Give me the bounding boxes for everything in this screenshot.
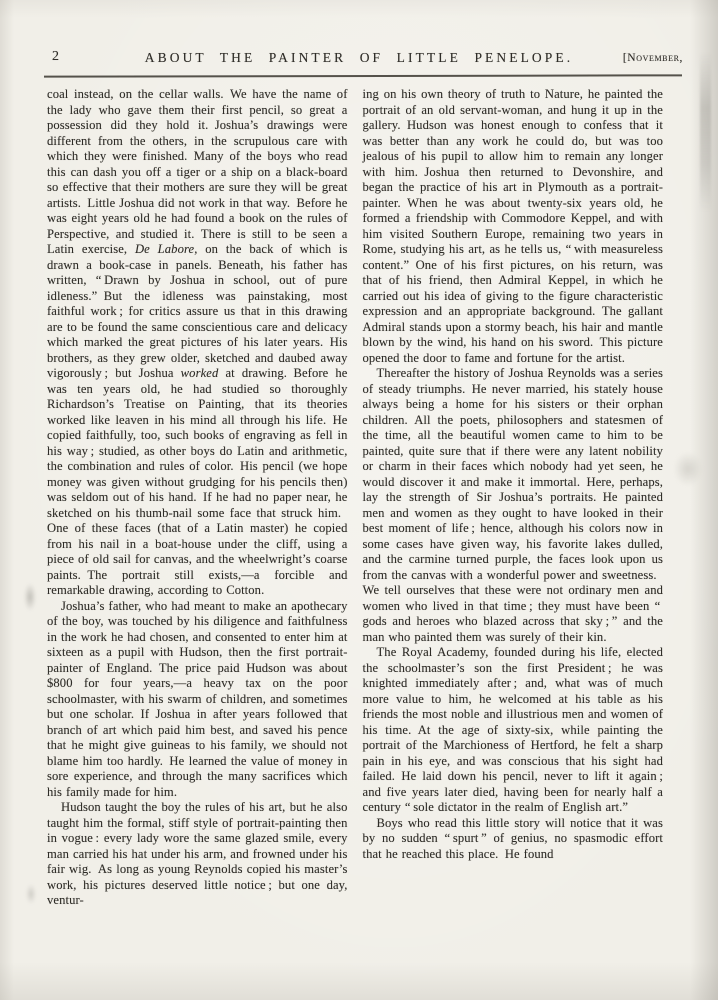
- right-column: [363, 87, 664, 909]
- text-run: Hudson taught the boy the rules of his art, but he also taught him the formal, stiff style of portrait-painting then in vogue : every lady wore the same glazed smile, every man carried his hat under his arm, and frowned under his fair wig. As long as young Reynolds copied his master’s work, his pictures deserved little notice ; but one day, ventur-: [47, 800, 348, 907]
- scan-streak: [700, 52, 711, 212]
- text-run: ing on his own theory of truth to Nature, he painted the portrait of an old servant-woman, and hung it up in the gallery. Hudson was honest enough to confess that it was better than any work he could do, but was too jealous of his pupil to allow him to remain any longer with him. Joshua then returned to Devonshire, and began the practice of his art in Plymouth as a portrait-painter. When he was about twenty-six years old, he formed a friendship with Commodore Keppel, and with him visited Southern Europe, remaining two years in Rome, studying his art, as he tells us, “ with measureless content.” One of his first pictures, on his return, was that of his friend, then Admiral Keppel, in which he carried out his idea of giving to the figure characteristic expression and an appropriate background. The gallant Admiral stands upon a stormy beach, his hair and mantle blown by the wind, his hand on his sword. This picture opened the door to fame and fortune for the artist.: [362, 87, 663, 365]
- text-run: Boys who read this little story will notice that it was by no sudden “ spurt ” of genius, no spasmodic effort that he reached this place. He found: [362, 815, 663, 861]
- paragraph: [363, 645, 664, 816]
- scan-smudge: [26, 884, 36, 904]
- paragraph: [47, 599, 348, 801]
- scan-smudge: [24, 583, 36, 611]
- header-divider-rule: [44, 74, 682, 77]
- scan-mottle: [674, 452, 702, 486]
- paragraph: [47, 87, 348, 599]
- left-column: [47, 87, 348, 909]
- issue-date-label: [November,: [622, 52, 683, 64]
- text-run: , on the back of which is drawn a book-case in panels. Beneath, his father has written, “ Drawn by Joshua in school, out of pure idleness.” But the idleness was painstaking, most faithful work ; for critics assure us that in this drawing are to be found the same conscientious care and delicacy which marked the great pictures of his later years. His brothers, as they grew older, sketched and daubed away vigorously ; but Joshua: [47, 242, 348, 380]
- italic-text-run: worked: [180, 366, 219, 380]
- page-number: 2: [52, 49, 59, 64]
- italic-text-run: De Labore: [134, 242, 195, 256]
- text-run: The Royal Academy, founded during his life, elected the schoolmaster’s son the first President ; he was knighted immediately after ; and, what was of much more value to him, he welcomed at his table as his friends the most noble and illustrious men and women of his time. At the age of sixty-six, while painting the portrait of the Marchioness of Hertford, he felt a sharp pain in his eye, and was conscious that his sight had failed. He laid down his pencil, never to lift it again ; and five years later died, having been for nearly half a century “ sole dictator in the realm of English art.”: [362, 645, 663, 814]
- article-body: [47, 87, 663, 909]
- text-run: Thereafter the history of Joshua Reynolds was a series of steady triumphs. He never married, his stately house always being a home for his sisters or their orphan children. All the poets, philosophers and statesmen of the time, all the beautiful women came to him to be painted, quite sure that if there were any latent nobility or charm in their faces which nobody had yet seen, he would discover it and make it immortal. Here, perhaps, lay the strength of Sir Joshua’s portraits. He painted men and women as they ought to have looked in their best moment of life ; hence, although his colors now in some cases have given way, his favorite lakes dulled, and the carmine turned purple, the faces look upon us from the canvas with a wonderful power and sweetness. We tell ourselves that these were not ordinary men and women who lived in that time ; they must have been “ gods and heroes who blazed across that sky ; ” and the man who painted them was surely of their kin.: [362, 366, 663, 644]
- running-title: ABOUT THE PAINTER OF LITTLE PENELOPE.: [144, 50, 574, 65]
- text-run: coal instead, on the cellar walls. We have the name of the lady who gave them their first pencil, so great a possession did they hold it. Joshua’s drawings were different from the others, in the scrupulous care with which they were finished. Many of the boys who read this can dash you off a tiger or a ship on a black-board so effective that their mothers are sure they will be great artists. Little Joshua did not work in that way. Before he was eight years old he had found a book on the rules of Perspective, and studied it. There is still to be seen a Latin exercise,: [47, 87, 348, 256]
- text-run: at drawing. Before he was ten years old, he had studied so thoroughly Richardson’s Treatise on Painting, that its theories worked like leaven in his mind all through his life. He copied faithfully, too, such books of engraving as fell in his way ; studied, as other boys do Latin and arithmetic, the combination and rules of color. His pencil (we hope money was given without grudging for his pencils then) was seldom out of his hand. If he had no paper near, he sketched on his thumb-nail some face that struck him. One of these faces (that of a Latin master) he copied from his nail in a boat-house under the cliff, using a piece of old sail for canvas, and the wheelwright’s coarse paints. The portrait still exists,—a forcible and remarkable drawing, according to Cotton.: [47, 366, 348, 597]
- paragraph: [363, 816, 664, 863]
- paragraph: [363, 87, 664, 366]
- paragraph: [363, 366, 664, 645]
- paragraph: [47, 800, 348, 909]
- text-run: Joshua’s father, who had meant to make an apothecary of the boy, was touched by his diligence and faithfulness in the work he had chosen, and consented to enter him at sixteen as a pupil with Hudson, then the first portrait-painter of England. The price paid Hudson was about $800 for four years,—a heavy tax on the poor schoolmaster, with his swarm of children, and sometimes but one scholar. If Joshua in after years followed that branch of art which paid him best, and saved his pence that he might give guineas to his family, we should not blame him too hardly. He learned the value of money in sore experience, and through the many sacrifices which his family made for him.: [47, 598, 348, 799]
